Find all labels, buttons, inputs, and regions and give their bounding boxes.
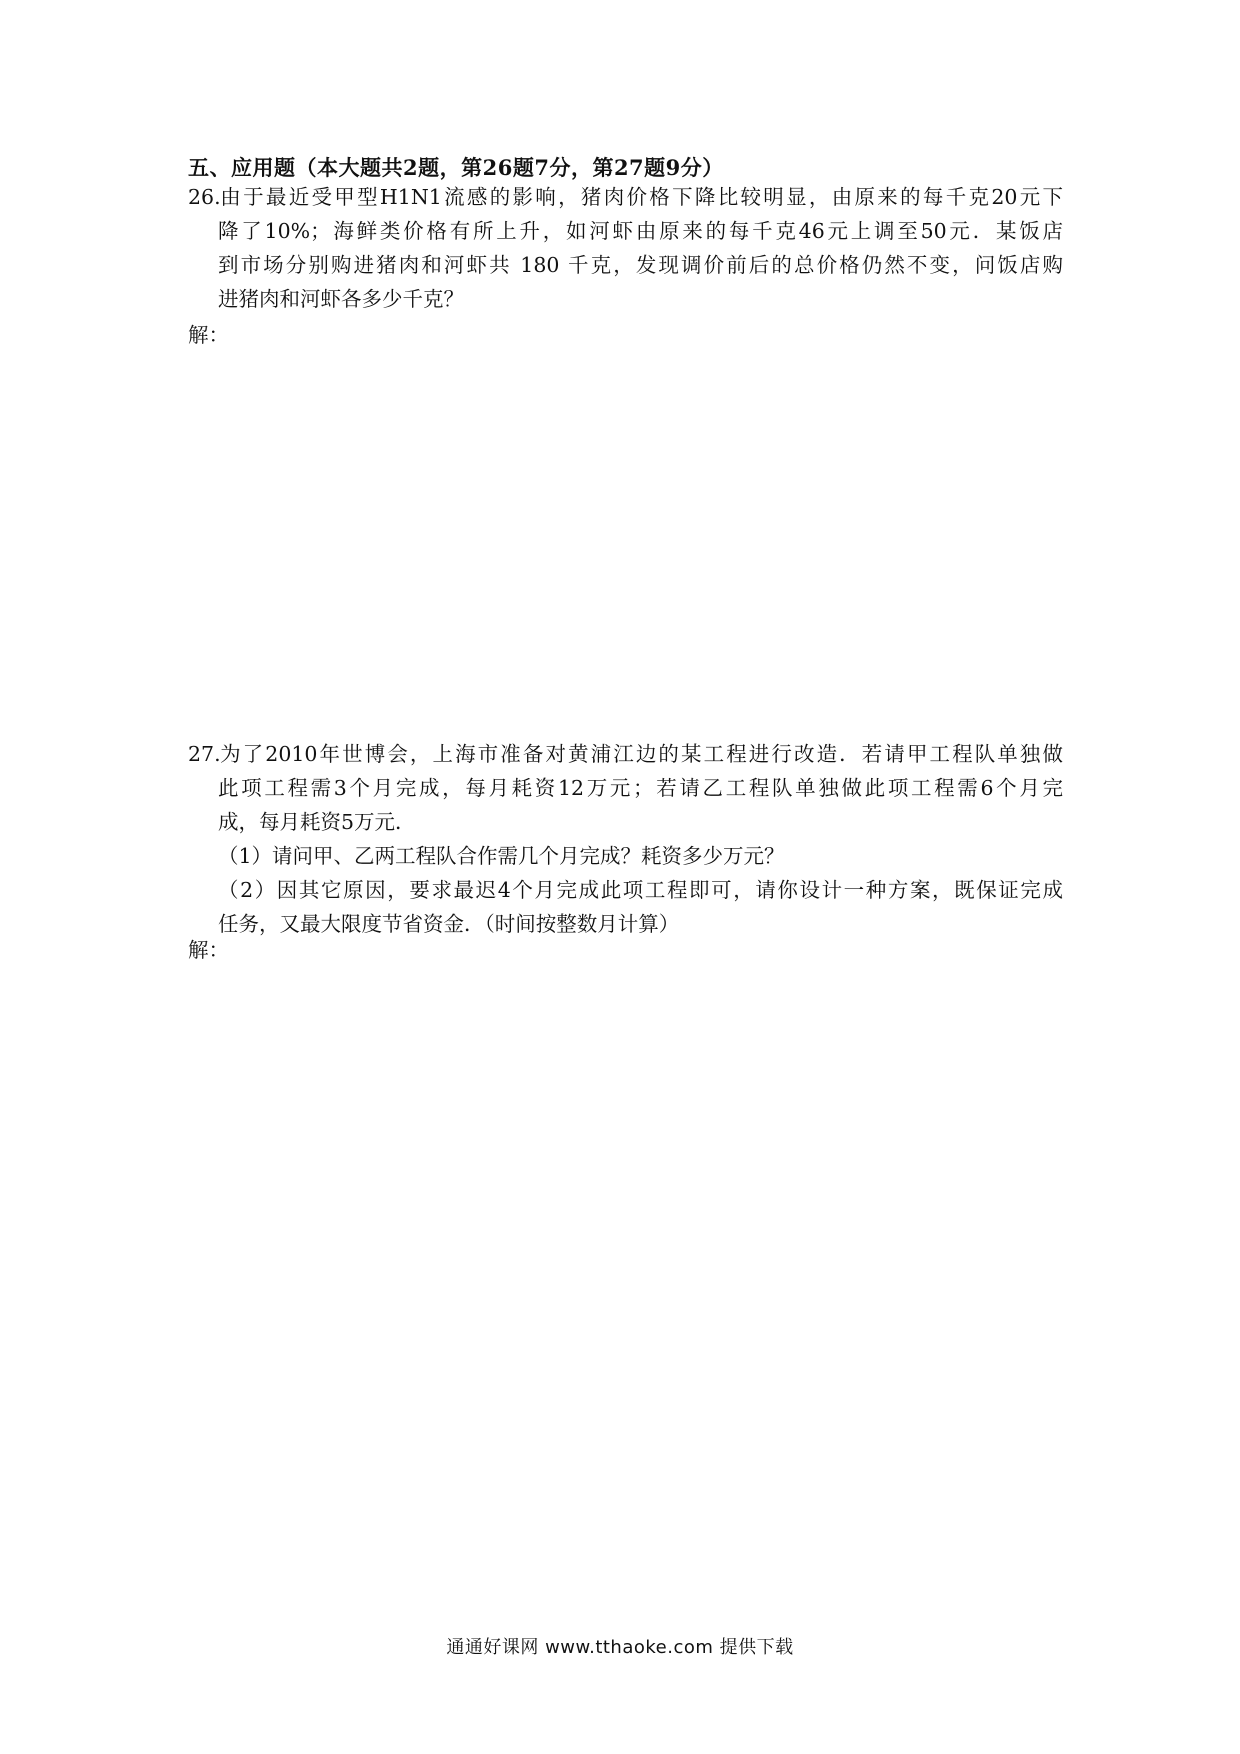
sub-question-1 xyxy=(188,839,1063,873)
sub-question-2 xyxy=(188,873,1063,907)
sub-question-text: 任务，又最大限度节省资金．（时间按整数月计算） xyxy=(218,912,680,936)
question-line xyxy=(188,737,1063,771)
question-number: 26. xyxy=(188,185,221,209)
footer-source: 通通好课网 www.tthaoke.com 提供下载 xyxy=(446,1637,794,1658)
question-line xyxy=(188,771,1063,805)
question-text: 为了2010年世博会，上海市准备对黄浦江边的某工程进行改造．若请甲工程队单独做 xyxy=(218,742,1063,766)
question-text: 成，每月耗资5万元． xyxy=(218,810,416,834)
question-text: 到市场分别购进猪肉和河虾共 180 千克，发现调价前后的总价格仍然不变，问饭店购 xyxy=(218,253,1063,277)
question-27 xyxy=(188,737,1063,941)
question-text: 此项工程需3个月完成，每月耗资12万元；若请乙工程队单独做此项工程需6个月完 xyxy=(218,776,1063,800)
question-26 xyxy=(188,180,1063,316)
sub-question-text: （1）请问甲、乙两工程队合作需几个月完成？耗资多少万元？ xyxy=(218,844,785,868)
question-line xyxy=(188,805,1063,839)
sub-question-text: （2）因其它原因，要求最迟4个月完成此项工程即可，请你设计一种方案，既保证完成 xyxy=(218,878,1063,902)
question-text: 降了10%；海鲜类价格有所上升，如河虾由原来的每千克46元上调至50元．某饭店 xyxy=(218,219,1063,243)
question-line xyxy=(188,248,1063,282)
question-line xyxy=(188,214,1063,248)
question-text: 由于最近受甲型H1N1流感的影响，猪肉价格下降比较明显，由原来的每千克20元下 xyxy=(218,185,1063,209)
sub-question-2-continued xyxy=(188,907,1063,941)
question-line xyxy=(188,282,1063,316)
solution-label: 解： xyxy=(188,323,229,347)
question-text: 进猪肉和河虾各多少千克？ xyxy=(218,287,464,311)
solution-label: 解： xyxy=(188,938,229,962)
question-line xyxy=(188,180,1063,214)
section-title: 五、应用题（本大题共2题，第26题7分，第27题9分） xyxy=(188,155,724,180)
question-number: 27. xyxy=(188,742,221,766)
